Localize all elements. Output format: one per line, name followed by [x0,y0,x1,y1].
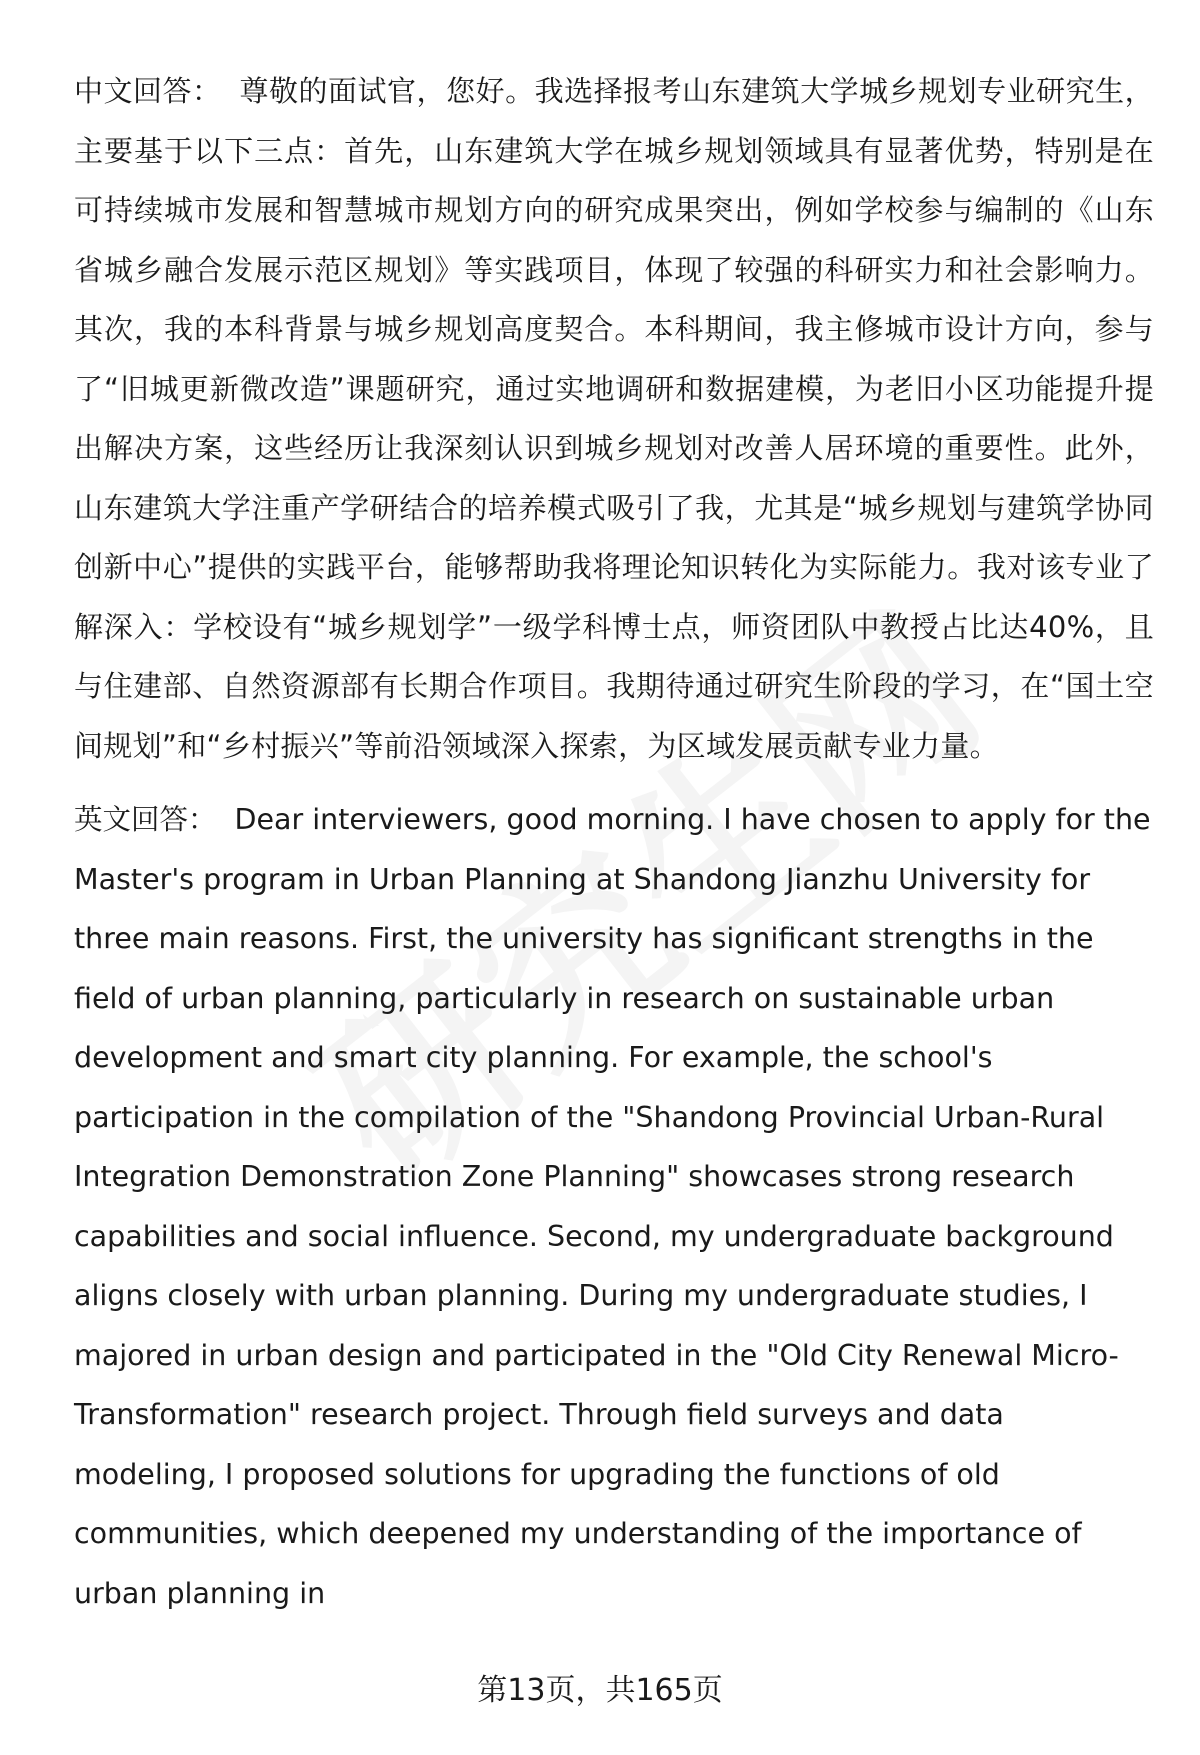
document-body [74,62,1154,1623]
chinese-answer-text: 尊敬的面试官，您好。我选择报考山东建筑大学城乡规划专业研究生，主要基于以下三点：首先，山东建筑大学在城乡规划领域具有显著优势，特别是在可持续城市发展和智慧城市规划方向的研究成果突出，例如学校参与编制的《山东省城乡融合发展示范区规划》等实践项目，体现了较强的科研实力和社会影响力。其次，我的本科背景与城乡规划高度契合。本科期间，我主修城市设计方向，参与了“旧城更新微改造”课题研究，通过实地调研和数据建模，为老旧小区功能提升提出解决方案，这些经历让我深刻认识到城乡规划对改善人居环境的重要性。此外，山东建筑大学注重产学研结合的培养模式吸引了我，尤其是“城乡规划与建筑学协同创新中心”提供的实践平台，能够帮助我将理论知识转化为实际能力。我对该专业了解深入：学校设有“城乡规划学”一级学科博士点，师资团队中教授占比达40%，且与住建部、自然资源部有长期合作项目。我期待通过研究生阶段的学习，在“国土空间规划”和“乡村振兴”等前沿领域深入探索，为区域发展贡献专业力量。 [74,74,1154,763]
chinese-answer-paragraph [74,62,1154,776]
english-answer-label: 英文回答： [74,803,217,836]
chinese-answer-label: 中文回答： [74,74,222,108]
english-answer-paragraph [74,790,1154,1623]
english-answer-text: Dear interviewers, good morning. I have chosen to apply for the Master's program in Urban Planning at Shandong Jianzhu University for three main reasons. First, the university has significant strengths in the field of urban planning, particularly in research on sustainable urban development and smart city planning. For example, the school's participation in the compilation of the "Shandong Provincial Urban-Rural Integration Demonstration Zone Planning" showcases strong research capabilities and social influence. Second, my undergraduate background aligns closely with urban planning. During my undergraduate studies, I majored in urban design and participated in the "Old City Renewal Micro-Transformation" research project. Through field surveys and data modeling, I proposed solutions for upgrading the functions of old communities, which deepened my understanding of the importance of urban planning in [74,803,1151,1610]
page-number-footer: 第13页，共165页 [477,1673,723,1708]
